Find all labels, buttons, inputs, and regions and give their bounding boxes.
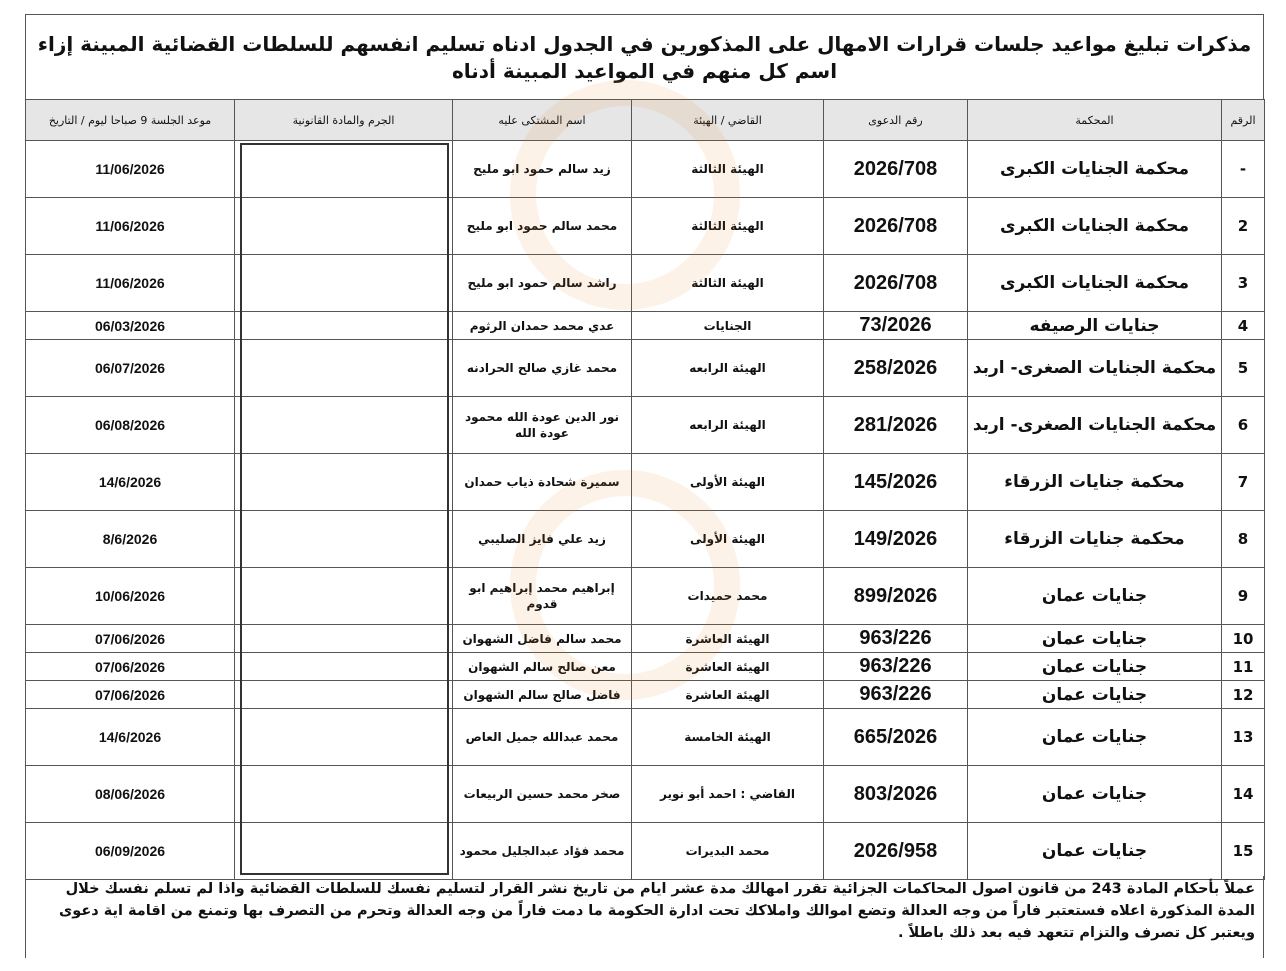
- defendant-name-cell: سميرة شحادة ذياب حمدان: [453, 454, 632, 511]
- panel-cell: الجنايات: [632, 312, 824, 340]
- crime-cell: [235, 823, 453, 880]
- crime-cell: [235, 568, 453, 625]
- table-row: [26, 681, 1265, 709]
- court-cell: جنايات عمان: [968, 681, 1222, 709]
- panel-cell: الهيئة الثالثة: [632, 198, 824, 255]
- panel-cell: الهيئة الرابعه: [632, 340, 824, 397]
- case-number-cell: 803/2026: [824, 766, 968, 823]
- session-date-cell: 11/06/2026: [26, 141, 235, 198]
- panel-cell: الهيئة الخامسة: [632, 709, 824, 766]
- row-number: 8: [1222, 511, 1265, 568]
- panel-cell: الهيئة الأولى: [632, 511, 824, 568]
- session-date-cell: 14/6/2026: [26, 454, 235, 511]
- row-number: 12: [1222, 681, 1265, 709]
- court-cell: محكمة الجنايات الصغرى- اربد: [968, 340, 1222, 397]
- crime-cell: [235, 681, 453, 709]
- case-number-cell: 963/226: [824, 625, 968, 653]
- panel-cell: الهيئة الثالثة: [632, 255, 824, 312]
- header-court: المحكمة: [968, 100, 1222, 141]
- session-date-cell: 11/06/2026: [26, 198, 235, 255]
- table-row: [26, 709, 1265, 766]
- panel-cell: الهيئة الرابعه: [632, 397, 824, 454]
- court-cell: محكمة الجنايات الكبرى: [968, 141, 1222, 198]
- session-date-cell: 10/06/2026: [26, 568, 235, 625]
- defendant-name-cell: محمد غازي صالح الحرادنه: [453, 340, 632, 397]
- court-cell: جنايات عمان: [968, 823, 1222, 880]
- defendant-name-cell: إبراهيم محمد إبراهيم ابو قدوم: [453, 568, 632, 625]
- panel-cell: الهيئة العاشرة: [632, 681, 824, 709]
- crime-cell: [235, 625, 453, 653]
- session-date-cell: 06/08/2026: [26, 397, 235, 454]
- court-cell: محكمة جنايات الزرقاء: [968, 511, 1222, 568]
- crime-cell: [235, 312, 453, 340]
- panel-cell: الهيئة العاشرة: [632, 625, 824, 653]
- table-row: [26, 568, 1265, 625]
- session-date-cell: 11/06/2026: [26, 255, 235, 312]
- row-number: -: [1222, 141, 1265, 198]
- crime-cell: [235, 709, 453, 766]
- row-number: 10: [1222, 625, 1265, 653]
- table-body: [26, 141, 1265, 880]
- court-cell: محكمة الجنايات الصغرى- اربد: [968, 397, 1222, 454]
- case-number-cell: 281/2026: [824, 397, 968, 454]
- document-title: مذكرات تبليغ مواعيد جلسات قرارات الامهال على المذكورين في الجدول ادناه تسليم انفسهم للسلطات القضائية المبينة إزاء اسم كل منهم في المواعيد المبينة أدناه: [25, 14, 1264, 99]
- table-row: [26, 397, 1265, 454]
- summons-table: [25, 99, 1265, 880]
- table-row: [26, 625, 1265, 653]
- session-date-cell: 07/06/2026: [26, 653, 235, 681]
- session-date-cell: 06/09/2026: [26, 823, 235, 880]
- row-number: 11: [1222, 653, 1265, 681]
- row-number: 3: [1222, 255, 1265, 312]
- row-number: 7: [1222, 454, 1265, 511]
- session-date-cell: 06/07/2026: [26, 340, 235, 397]
- court-cell: محكمة الجنايات الكبرى: [968, 255, 1222, 312]
- header-panel: القاضي / الهيئة: [632, 100, 824, 141]
- row-number: 9: [1222, 568, 1265, 625]
- legal-footer-note: عملاً بأحكام المادة 243 من قانون اصول المحاكمات الجزائية تقرر امهالك مدة عشر ايام من تاريخ نشر القرار لتسليم نفسك للسلطات القضائية واذا لم تسلم نفسك خلال المدة المذكورة اعلاه فستعتبر فاراً من وجه العدالة وتضع اموالك واملاكك تحت ادارة الحكومة ما دمت فاراً من وجه العدالة وتحرم من التصرف بها وتمنع من اقامة اية دعوى ويعتبر كل تصرف والتزام تتعهد فيه بعد ذلك باطلاً .: [25, 876, 1264, 958]
- document: [25, 14, 1264, 962]
- crime-cell: [235, 511, 453, 568]
- crime-cell: [235, 397, 453, 454]
- case-number-cell: 2026/708: [824, 141, 968, 198]
- case-number-cell: 963/226: [824, 653, 968, 681]
- row-number: 15: [1222, 823, 1265, 880]
- case-number-cell: 2026/708: [824, 255, 968, 312]
- court-cell: جنايات عمان: [968, 625, 1222, 653]
- court-cell: محكمة جنايات الزرقاء: [968, 454, 1222, 511]
- court-cell: جنايات عمان: [968, 568, 1222, 625]
- table-row: [26, 454, 1265, 511]
- defendant-name-cell: زيد علي فايز الصليبي: [453, 511, 632, 568]
- panel-cell: الهيئة العاشرة: [632, 653, 824, 681]
- crime-cell: [235, 340, 453, 397]
- defendant-name-cell: محمد سالم حمود ابو مليح: [453, 198, 632, 255]
- defendant-name-cell: محمد سالم فاضل الشهوان: [453, 625, 632, 653]
- case-number-cell: 899/2026: [824, 568, 968, 625]
- crime-cell: [235, 454, 453, 511]
- panel-cell: الهيئة الثالثة: [632, 141, 824, 198]
- court-cell: جنايات عمان: [968, 653, 1222, 681]
- session-date-cell: 14/6/2026: [26, 709, 235, 766]
- table-row: [26, 823, 1265, 880]
- session-date-cell: 08/06/2026: [26, 766, 235, 823]
- panel-cell: القاضي : احمد أبو نوير: [632, 766, 824, 823]
- header-crime: الجرم والمادة القانونية: [235, 100, 453, 141]
- table-header-row: [26, 100, 1265, 141]
- crime-cell: [235, 141, 453, 198]
- defendant-name-cell: راشد سالم حمود ابو مليح: [453, 255, 632, 312]
- table-row: [26, 198, 1265, 255]
- court-cell: جنايات الرصيفه: [968, 312, 1222, 340]
- table-row: [26, 340, 1265, 397]
- case-number-cell: 258/2026: [824, 340, 968, 397]
- defendant-name-cell: نور الدين عودة الله محمود عودة الله: [453, 397, 632, 454]
- table-row: [26, 255, 1265, 312]
- case-number-cell: 963/226: [824, 681, 968, 709]
- defendant-name-cell: زيد سالم حمود ابو مليح: [453, 141, 632, 198]
- session-date-cell: 07/06/2026: [26, 681, 235, 709]
- crime-cell: [235, 653, 453, 681]
- row-number: 4: [1222, 312, 1265, 340]
- crime-cell: [235, 766, 453, 823]
- row-number: 13: [1222, 709, 1265, 766]
- defendant-name-cell: فاضل صالح سالم الشهوان: [453, 681, 632, 709]
- case-number-cell: 149/2026: [824, 511, 968, 568]
- table-row: [26, 511, 1265, 568]
- session-date-cell: 06/03/2026: [26, 312, 235, 340]
- table-row: [26, 766, 1265, 823]
- defendant-name-cell: صخر محمد حسين الربيعات: [453, 766, 632, 823]
- row-number: 2: [1222, 198, 1265, 255]
- header-defendant-name: اسم المشتكى عليه: [453, 100, 632, 141]
- table-row: [26, 312, 1265, 340]
- crime-cell: [235, 255, 453, 312]
- session-date-cell: 8/6/2026: [26, 511, 235, 568]
- row-number: 14: [1222, 766, 1265, 823]
- crime-cell: [235, 198, 453, 255]
- header-num: الرقم: [1222, 100, 1265, 141]
- session-date-cell: 07/06/2026: [26, 625, 235, 653]
- header-case-number: رقم الدعوى: [824, 100, 968, 141]
- court-cell: محكمة الجنايات الكبرى: [968, 198, 1222, 255]
- header-session-date: موعد الجلسة 9 صباحا ليوم / التاريخ: [26, 100, 235, 141]
- defendant-name-cell: محمد عبدالله جميل العاص: [453, 709, 632, 766]
- case-number-cell: 145/2026: [824, 454, 968, 511]
- case-number-cell: 2026/958: [824, 823, 968, 880]
- panel-cell: محمد البديرات: [632, 823, 824, 880]
- defendant-name-cell: معن صالح سالم الشهوان: [453, 653, 632, 681]
- panel-cell: محمد حميدات: [632, 568, 824, 625]
- court-cell: جنايات عمان: [968, 766, 1222, 823]
- court-cell: جنايات عمان: [968, 709, 1222, 766]
- table-row: [26, 141, 1265, 198]
- defendant-name-cell: عدي محمد حمدان الرثوم: [453, 312, 632, 340]
- case-number-cell: 665/2026: [824, 709, 968, 766]
- case-number-cell: 73/2026: [824, 312, 968, 340]
- row-number: 5: [1222, 340, 1265, 397]
- defendant-name-cell: محمد فؤاد عبدالجليل محمود: [453, 823, 632, 880]
- table-row: [26, 653, 1265, 681]
- panel-cell: الهيئة الأولى: [632, 454, 824, 511]
- case-number-cell: 2026/708: [824, 198, 968, 255]
- row-number: 6: [1222, 397, 1265, 454]
